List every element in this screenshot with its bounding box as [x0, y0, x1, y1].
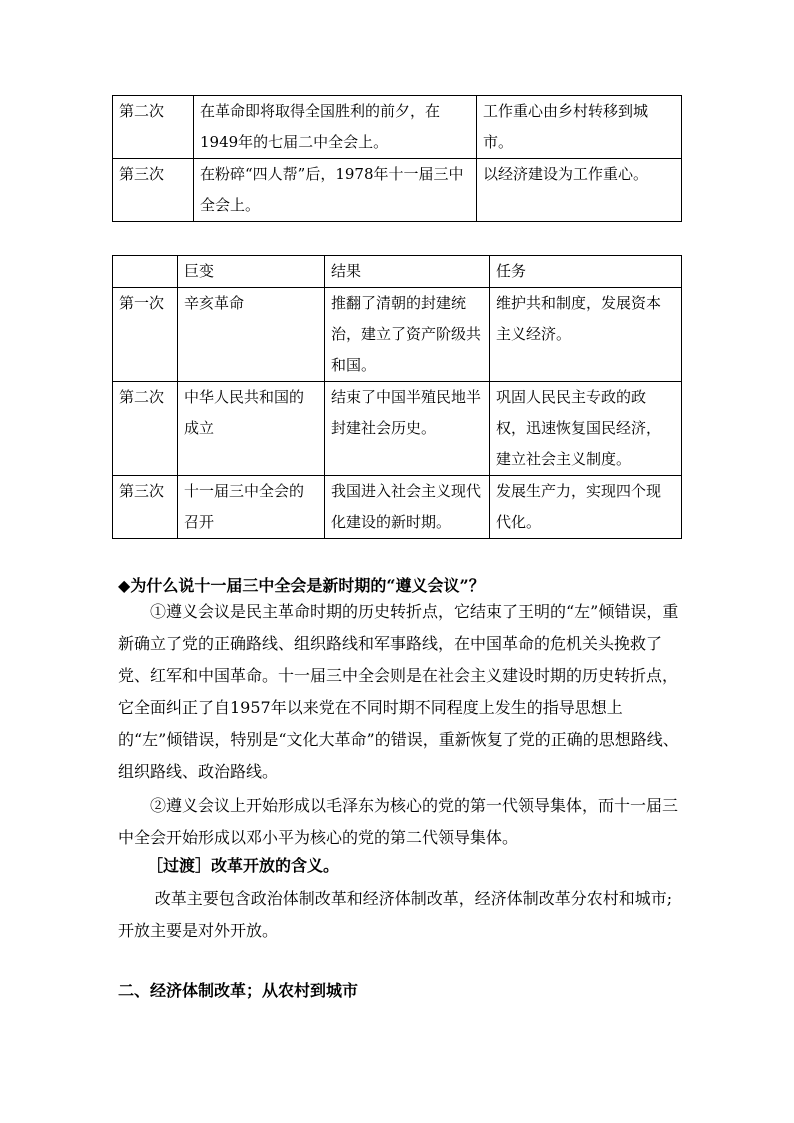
great-changes-table	[112, 255, 682, 539]
table-cell: 在革命即将取得全国胜利的前夕，在1949年的七届二中全会上。	[194, 96, 477, 159]
table-row	[113, 476, 682, 539]
transition-tag: ［过渡］	[147, 856, 212, 875]
transition-text: 改革开放的含义。	[211, 856, 340, 875]
table-cell: 以经济建设为工作重心。	[477, 159, 682, 222]
table-row	[113, 288, 682, 382]
table-cell: 推翻了清朝的封建统治，建立了资产阶级共和国。	[325, 288, 490, 382]
table-header-cell	[113, 256, 178, 288]
meetings-table	[112, 95, 682, 222]
table-row	[113, 159, 682, 222]
transition-heading	[147, 850, 713, 882]
table-cell: 发展生产力，实现四个现代化。	[490, 476, 682, 539]
paragraph: ②遵义会议上开始形成以毛泽东为核心的党的第一代领导集体，而十一届三中全会开始形成以邓小平为核心的党的第二代领导集体。	[118, 796, 679, 847]
table-row	[113, 96, 682, 159]
table-cell: 巩固人民民主专政的政权，迅速恢复国民经济，建立社会主义制度。	[490, 382, 682, 476]
table-cell: 第三次	[113, 159, 194, 222]
paragraph: ①遵义会议是民主革命时期的历史转折点，它结束了王明的“左”倾错误，重新确立了党的正确路线、组织路线和军事路线，在中国革命的危机关头挽救了党、红军和中国革命。十一届三中全会则是在社会主义建设时期的历史转折点，它全面纠正了自1957年以来党在不同时期不同程度上发生的指导思想上的“左”倾错误，特别是“文化大革命”的错误，重新恢复了党的正确的思想路线、组织路线、政治路线。	[118, 602, 679, 781]
table-cell: 维护共和制度，发展资本主义经济。	[490, 288, 682, 382]
table-cell: 在粉碎“四人帮”后，1978年十一届三中全会上。	[194, 159, 477, 222]
table-cell: 第二次	[113, 96, 194, 159]
table-header-row	[113, 256, 682, 288]
table-cell: 第二次	[113, 382, 178, 476]
table-cell: 第一次	[113, 288, 178, 382]
section-heading: 二、经济体制改革；从农村到城市	[118, 981, 359, 1000]
table-cell: 中华人民共和国的成立	[178, 382, 325, 476]
table-header-cell: 巨变	[178, 256, 325, 288]
table-header-cell: 结果	[325, 256, 490, 288]
table-cell: 第三次	[113, 476, 178, 539]
table-header-cell: 任务	[490, 256, 682, 288]
paragraph: 改革主要包含政治体制改革和经济体制改革，经济体制改革分农村和城市;开放主要是对外开放。	[118, 889, 673, 940]
table-cell: 辛亥革命	[178, 288, 325, 382]
table-cell: 十一届三中全会的召开	[178, 476, 325, 539]
question-text: 为什么说十一届三中全会是新时期的“遵义会议”？	[130, 576, 485, 595]
diamond-bullet-icon: ◆	[118, 576, 131, 595]
table-row	[113, 382, 682, 476]
table-cell: 工作重心由乡村转移到城市。	[477, 96, 682, 159]
table-cell: 结束了中国半殖民地半封建社会历史。	[325, 382, 490, 476]
table-cell: 我国进入社会主义现代化建设的新时期。	[325, 476, 490, 539]
